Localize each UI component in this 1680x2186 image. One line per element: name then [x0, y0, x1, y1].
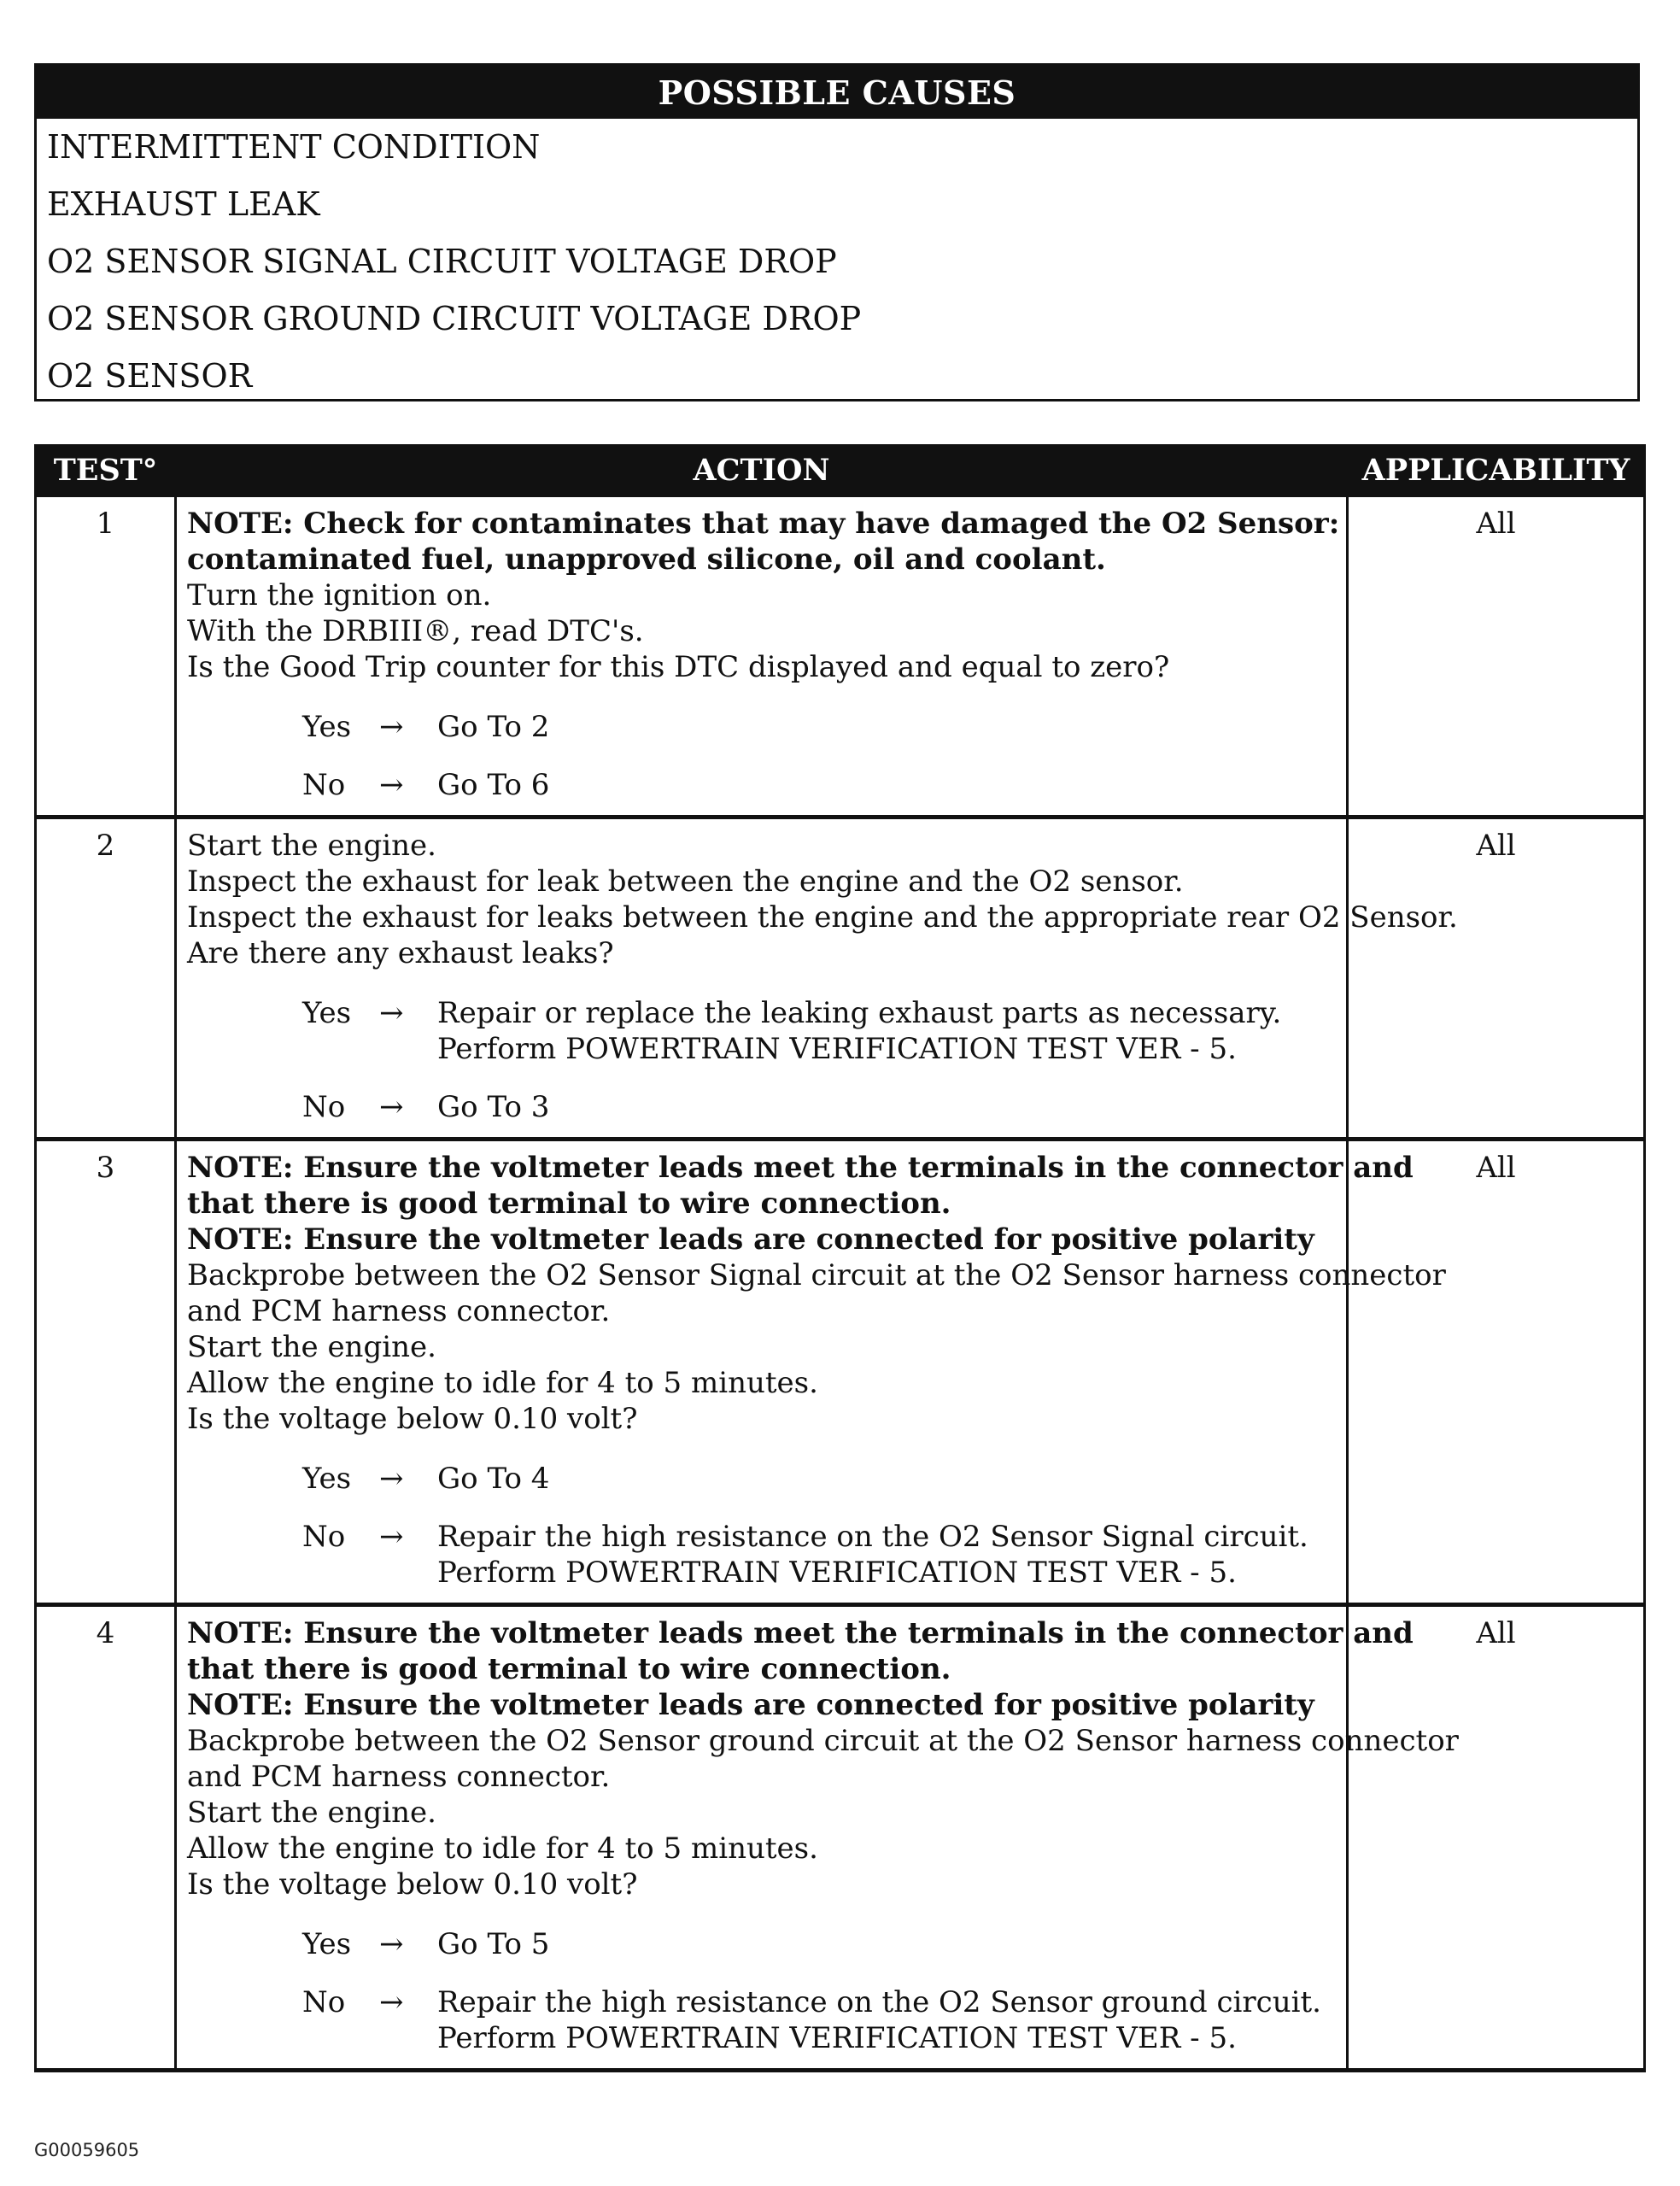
action-note-line: NOTE: Ensure the voltmeter leads are connected for positive polarity [187, 1688, 1314, 1722]
cause-item: O2 SENSOR [47, 357, 253, 395]
possible-causes-header: POSSIBLE CAUSES [37, 66, 1637, 119]
action-step-line: Start the engine. [187, 829, 436, 863]
answer-branch [187, 709, 1339, 745]
cause-item: EXHAUST LEAK [47, 185, 320, 223]
test-applicability: All [1348, 1140, 1645, 1605]
answer-list [187, 1461, 1339, 1591]
test-number: 1 [36, 495, 176, 818]
answer-branch [187, 995, 1339, 1067]
test-action [176, 1605, 1459, 2071]
answer-label: No [302, 768, 346, 802]
answer-label: No [302, 1520, 346, 1554]
answer-list [187, 995, 1339, 1125]
answer-label: Yes [302, 710, 352, 744]
arrow-right-icon: → [379, 1520, 404, 1554]
answer-list [187, 1926, 1339, 2056]
answer-label: Yes [302, 1462, 352, 1496]
test-number: 4 [36, 1605, 176, 2071]
answer-label: Yes [302, 996, 352, 1030]
action-step-line: Inspect the exhaust for leaks between the engine and the appropriate rear O2 Sensor. [187, 900, 1458, 935]
cause-item: INTERMITTENT CONDITION [47, 128, 541, 166]
action-note-line: NOTE: Ensure the voltmeter leads are connected for positive polarity [187, 1222, 1314, 1257]
applicability-column-header: APPLICABILITY [1348, 446, 1645, 495]
arrow-right-icon: → [379, 996, 404, 1030]
test-table-header-row [36, 446, 1645, 495]
action-step-line: Is the Good Trip counter for this DTC displayed and equal to zero? [187, 650, 1170, 684]
action-step-line: Inspect the exhaust for leak between the engine and the O2 sensor. [187, 864, 1184, 899]
action-step-line: Backprobe between the O2 Sensor Signal circuit at the O2 Sensor harness connector [187, 1258, 1446, 1292]
test-action [176, 1140, 1446, 1605]
test-action [176, 818, 1458, 1140]
test-number: 3 [36, 1140, 176, 1605]
action-note-line: contaminated fuel, unapproved silicone, oil and coolant. [187, 542, 1106, 577]
answer-branch [187, 1461, 1339, 1497]
arrow-right-icon: → [379, 1090, 404, 1124]
answer-branch [187, 1984, 1339, 2056]
test-row [36, 1605, 1645, 2071]
test-applicability: All [1348, 1605, 1645, 2071]
answer-label: Yes [302, 1927, 352, 1961]
action-note-line: that there is good terminal to wire connection. [187, 1652, 951, 1686]
action-step-line: and PCM harness connector. [187, 1760, 611, 1794]
test-number: 2 [36, 818, 176, 1140]
answer-label: No [302, 1090, 346, 1124]
answer-list [187, 709, 1339, 803]
arrow-right-icon: → [379, 710, 404, 744]
arrow-right-icon: → [379, 1985, 404, 2019]
action-step-line: Is the voltage below 0.10 volt? [187, 1867, 638, 1902]
answer-result: Repair or replace the leaking exhaust parts as necessary. Perform POWERTRAIN VERIFICATION TEST VER - 5. [437, 996, 1282, 1066]
arrow-right-icon: → [379, 1462, 404, 1496]
cause-item: O2 SENSOR GROUND CIRCUIT VOLTAGE DROP [47, 300, 862, 337]
test-table-body [36, 495, 1645, 2071]
action-step-line: Start the engine. [187, 1330, 436, 1364]
action-note-line: NOTE: Ensure the voltmeter leads meet the terminals in the connector and [187, 1151, 1414, 1185]
test-row [36, 818, 1645, 1140]
action-step-line: Allow the engine to idle for 4 to 5 minutes. [187, 1366, 818, 1400]
answer-label: No [302, 1985, 346, 2019]
action-note-line: NOTE: Check for contaminates that may have damaged the O2 Sensor: [187, 507, 1340, 541]
answer-branch [187, 767, 1339, 803]
answer-branch [187, 1926, 1339, 1962]
arrow-right-icon: → [379, 1927, 404, 1961]
test-row [36, 1140, 1645, 1605]
test-row [36, 495, 1645, 818]
arrow-right-icon: → [379, 768, 404, 802]
action-step-line: Are there any exhaust leaks? [187, 936, 614, 970]
answer-result: Go To 4 [437, 1462, 550, 1496]
action-step-line: Allow the engine to idle for 4 to 5 minutes. [187, 1831, 818, 1866]
possible-causes-box [34, 63, 1640, 401]
cause-item: O2 SENSOR SIGNAL CIRCUIT VOLTAGE DROP [47, 243, 837, 280]
action-step-line: Is the voltage below 0.10 volt? [187, 1402, 638, 1436]
answer-result: Go To 6 [437, 768, 550, 802]
test-applicability: All [1348, 818, 1645, 1140]
answer-result: Go To 2 [437, 710, 550, 744]
action-step-line: Backprobe between the O2 Sensor ground circuit at the O2 Sensor harness connector [187, 1724, 1459, 1758]
action-note-line: NOTE: Ensure the voltmeter leads meet the terminals in the connector and [187, 1616, 1414, 1650]
action-step-line: With the DRBIII®, read DTC's. [187, 614, 644, 648]
answer-result: Repair the high resistance on the O2 Sensor Signal circuit. Perform POWERTRAIN VERIFICATION TEST VER - 5. [437, 1520, 1308, 1590]
test-action [176, 495, 1348, 818]
action-step-line: Start the engine. [187, 1796, 436, 1830]
test-table [34, 444, 1646, 2072]
action-step-line: Turn the ignition on. [187, 578, 492, 612]
action-step-line: and PCM harness connector. [187, 1294, 611, 1328]
figure-id: G00059605 [34, 2140, 140, 2160]
answer-result: Go To 3 [437, 1090, 550, 1124]
answer-result: Go To 5 [437, 1927, 550, 1961]
answer-branch [187, 1519, 1339, 1591]
answer-branch [187, 1089, 1339, 1125]
action-note-line: that there is good terminal to wire connection. [187, 1187, 951, 1221]
test-applicability: All [1348, 495, 1645, 818]
answer-result: Repair the high resistance on the O2 Sensor ground circuit. Perform POWERTRAIN VERIFICATION TEST VER - 5. [437, 1985, 1321, 2055]
action-column-header: ACTION [176, 446, 1348, 495]
test-column-header: TEST° [36, 446, 176, 495]
